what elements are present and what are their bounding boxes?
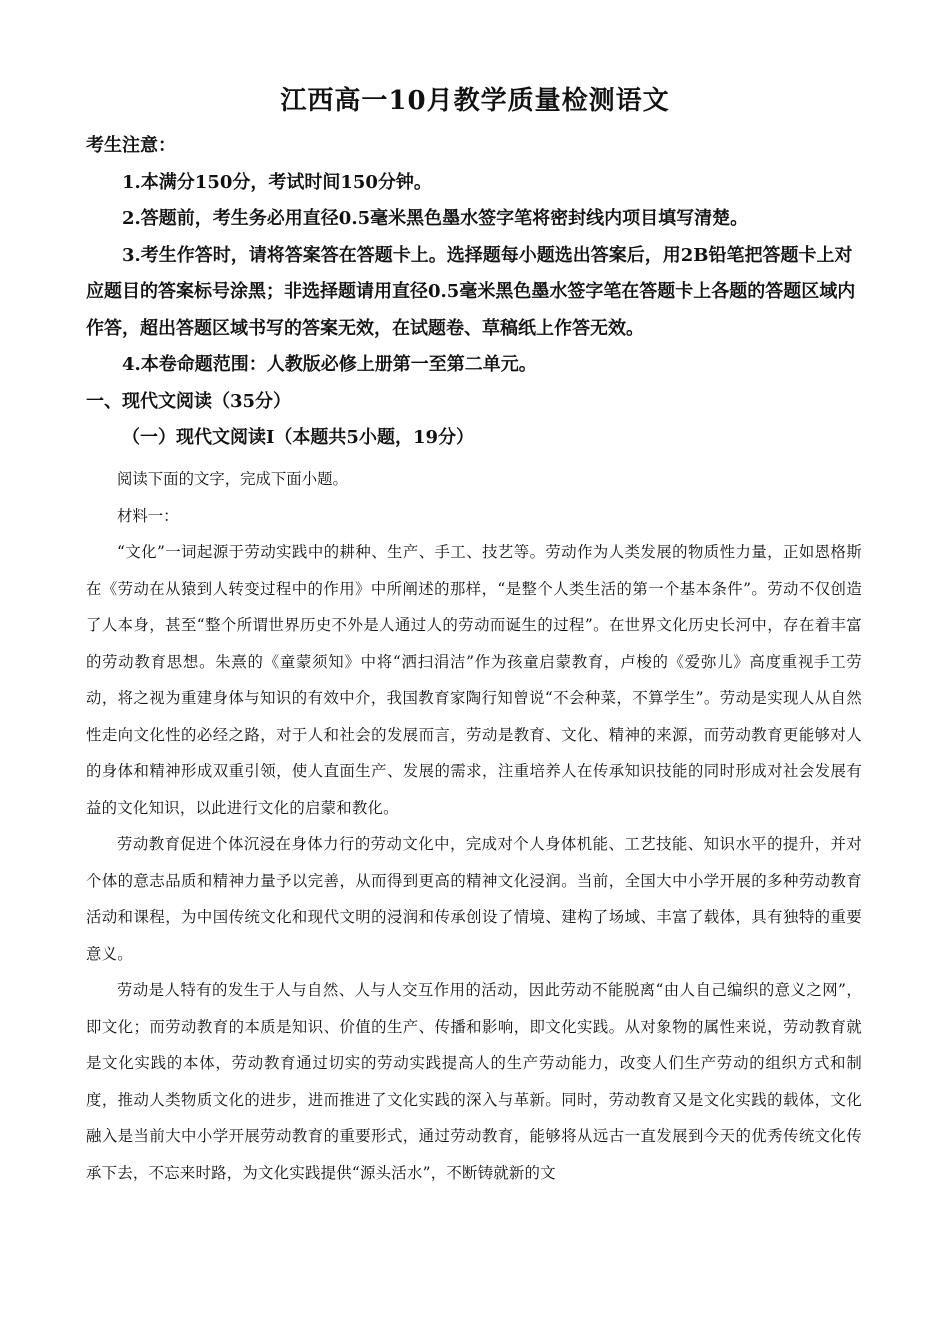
reading-instruction: 阅读下面的文字，完成下面小题。 bbox=[117, 470, 348, 488]
notice-item-2: 2.答题前，考生务必用直径0.5毫米黑色墨水签字笔将密封线内项目填写清楚。 bbox=[122, 208, 749, 229]
notice-item-1: 1.本满分150分，考试时间150分钟。 bbox=[122, 171, 432, 193]
passage-paragraph: 劳动是人特有的发生于人与自然、人与人交互作用的活动，因此劳动不能脱离“由人自己编织的意义之网”，即文化；而劳动教育的本质是知识、价值的生产、传播和影响，即文化实践。从对象物的属性来说，劳动教育就是文化实践的本体，劳动教育通过切实的劳动实践提高人的生产劳动能力，改变人们生产劳动的组织方式和制度，推动人类物质文化的进步，进而推进了文化实践的深入与革新。同时，劳动教育又是文化实践的载体，文化融入是当前大中小学开展劳动教育的重要形式，通过劳动教育，能够将从远古一直发展到今天的优秀传统文化传承下去，不忘来时路，为文化实践提供“源头活水”，不断铸就新的文 bbox=[86, 981, 862, 1182]
section-heading: 一、现代文阅读（35分） bbox=[86, 390, 292, 412]
passage-paragraph: “文化”一词起源于劳动实践中的耕种、生产、手工、技艺等。劳动作为人类发展的物质性力量，正如恩格斯在《劳动在从猿到人转变过程中的作用》中所阐述的那样，“是整个人类生活的第一个基本条件”。劳动不仅创造了人本身，甚至“整个所谓世界历史不外是人通过人的劳动而诞生的过程”。在世界文化历史长河中，存在着丰富的劳动教育思想。朱熹的《童蒙须知》中将“洒扫涓洁”作为孩童启蒙教育，卢梭的《爱弥儿》高度重视手工劳动，将之视为重建身体与知识的有效中介，我国教育家陶行知曾说“不会种菜，不算学生”。劳动是实现人从自然性走向文化性的必经之路，对于人和社会的发展而言，劳动是教育、文化、精神的来源，而劳动教育更能够对人的身体和精神形成双重引领，使人直面生产、发展的需求，注重培养人在传承知识技能的同时形成对社会发展有益的文化知识，以此进行文化的启蒙和教化。 bbox=[86, 543, 862, 817]
page-title: 江西高一10月教学质量检测语文 bbox=[280, 86, 670, 116]
material-label: 材料一： bbox=[117, 506, 179, 525]
passage-paragraph: 劳动教育促进个体沉浸在身体力行的劳动文化中，完成对个人身体机能、工艺技能、知识水平的提升，并对个体的意志品质和精神力量予以完善，从而得到更高的精神文化浸润。当前，全国大中小学开展的多种劳动教育活动和课程，为中国传统文化和现代文明的浸润和传承创设了情境、建构了场域、丰富了载体，具有独特的重要意义。 bbox=[86, 835, 862, 963]
exam-notice bbox=[86, 128, 866, 457]
subsection-heading: （一）现代文阅读Ⅰ（本题共5小题，19分） bbox=[122, 427, 474, 448]
notice-heading: 考生注意： bbox=[86, 135, 176, 156]
notice-item-3: 3.考生作答时，请将答案答在答题卡上。选择题每小题选出答案后，用2B铅笔把答题卡上对应题目的答案标号涂黑；非选择题请用直径0.5毫米黑色墨水签字笔在答题卡上各题的答题区域内作答，超出答题区域书写的答案无效，在试题卷、草稿纸上作答无效。 bbox=[86, 244, 856, 339]
reading-passage bbox=[86, 461, 862, 1191]
notice-item-4: 4.本卷命题范围：人教版必修上册第一至第二单元。 bbox=[122, 354, 537, 375]
